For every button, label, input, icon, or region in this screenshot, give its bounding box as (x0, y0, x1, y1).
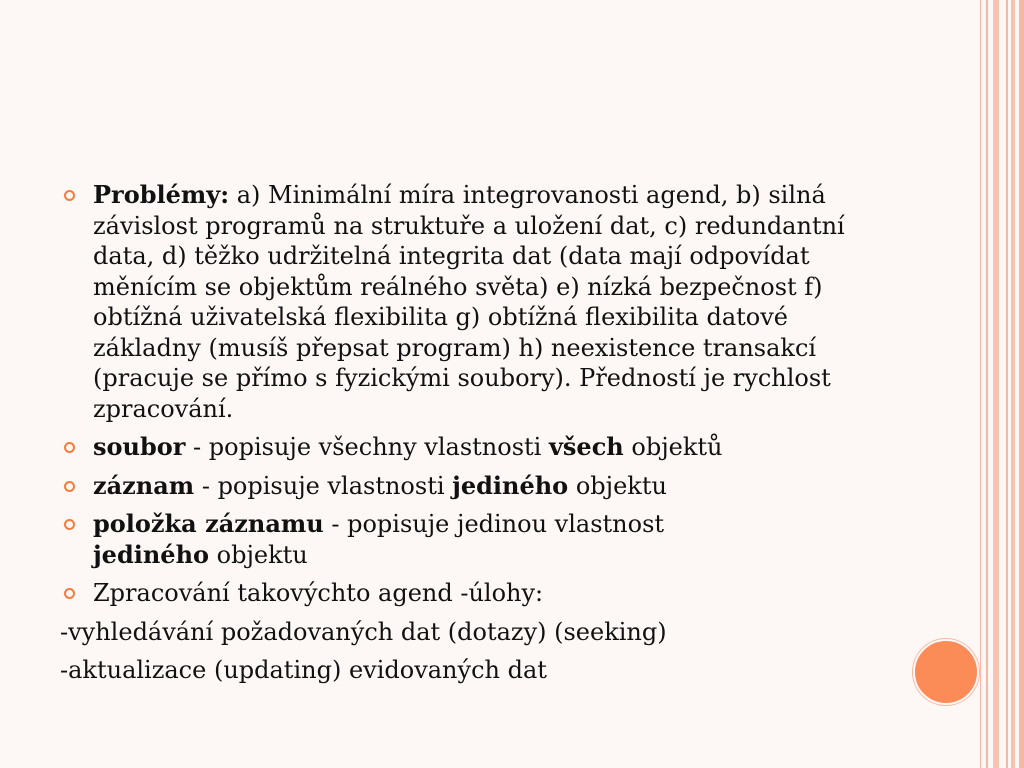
bullet-icon (64, 519, 75, 530)
item-text: Zpracování takovýchto agend -úlohy: (93, 579, 544, 607)
decorative-stripe (1006, 0, 1008, 768)
bullet-icon (64, 190, 75, 201)
bullet-icon (64, 442, 75, 453)
bullet-item-processing (60, 578, 890, 609)
bold-emphasis: jediného (452, 470, 569, 500)
item-text: objektu (568, 471, 667, 500)
plain-line-seeking: -vyhledávání požadovaných dat (dotazy) (seeking) (60, 617, 667, 646)
item-text: objektu (209, 540, 308, 569)
decorative-stripe (986, 0, 988, 768)
bullet-item-polozka (60, 509, 890, 570)
bullet-item-zaznam (60, 471, 890, 502)
decorative-stripe (1011, 0, 1015, 768)
item-text: - popisuje vlastnosti (194, 471, 453, 500)
bold-term: položka záznamu (93, 509, 324, 538)
bold-emphasis: všech (548, 432, 624, 461)
bold-term: soubor (93, 432, 186, 461)
bullet-icon (64, 588, 75, 599)
item-text: objektů (623, 433, 723, 461)
decorative-stripe (993, 0, 999, 768)
plain-line-updating: -aktualizace (updating) evidovaných dat (60, 656, 547, 684)
item-text: - popisuje všechny vlastnosti (185, 433, 549, 461)
decorative-stripe (1019, 0, 1024, 768)
bold-emphasis: jediného (93, 539, 210, 569)
bullet-item-problems (60, 180, 890, 424)
bold-term: Problémy: (93, 180, 230, 209)
bullet-item-soubor (60, 432, 890, 463)
slide-body (60, 180, 890, 694)
bold-term: záznam (93, 470, 195, 500)
bullet-icon (64, 481, 75, 492)
decorative-stripe (980, 0, 981, 768)
item-text: - popisuje jedinou vlastnost (323, 510, 665, 538)
decorative-circle (913, 639, 979, 705)
item-text: a) Minimální míra integrovanosti agend, b) silná závislost programů na struktuře a uložení dat, c) redundantní data, d) těžko udržitelná integrita dat (data mají odpovídat měnícím se objektům reálného světa) e) nízká bezpečnost f) obtížná uživatelská flexibilita g) obtížná flexibilita datové základny (musíš přepsat program) h) neexistence transakcí (pracuje se přímo s fyzickými soubory). Předností je rychlost zpracování. (93, 181, 845, 423)
